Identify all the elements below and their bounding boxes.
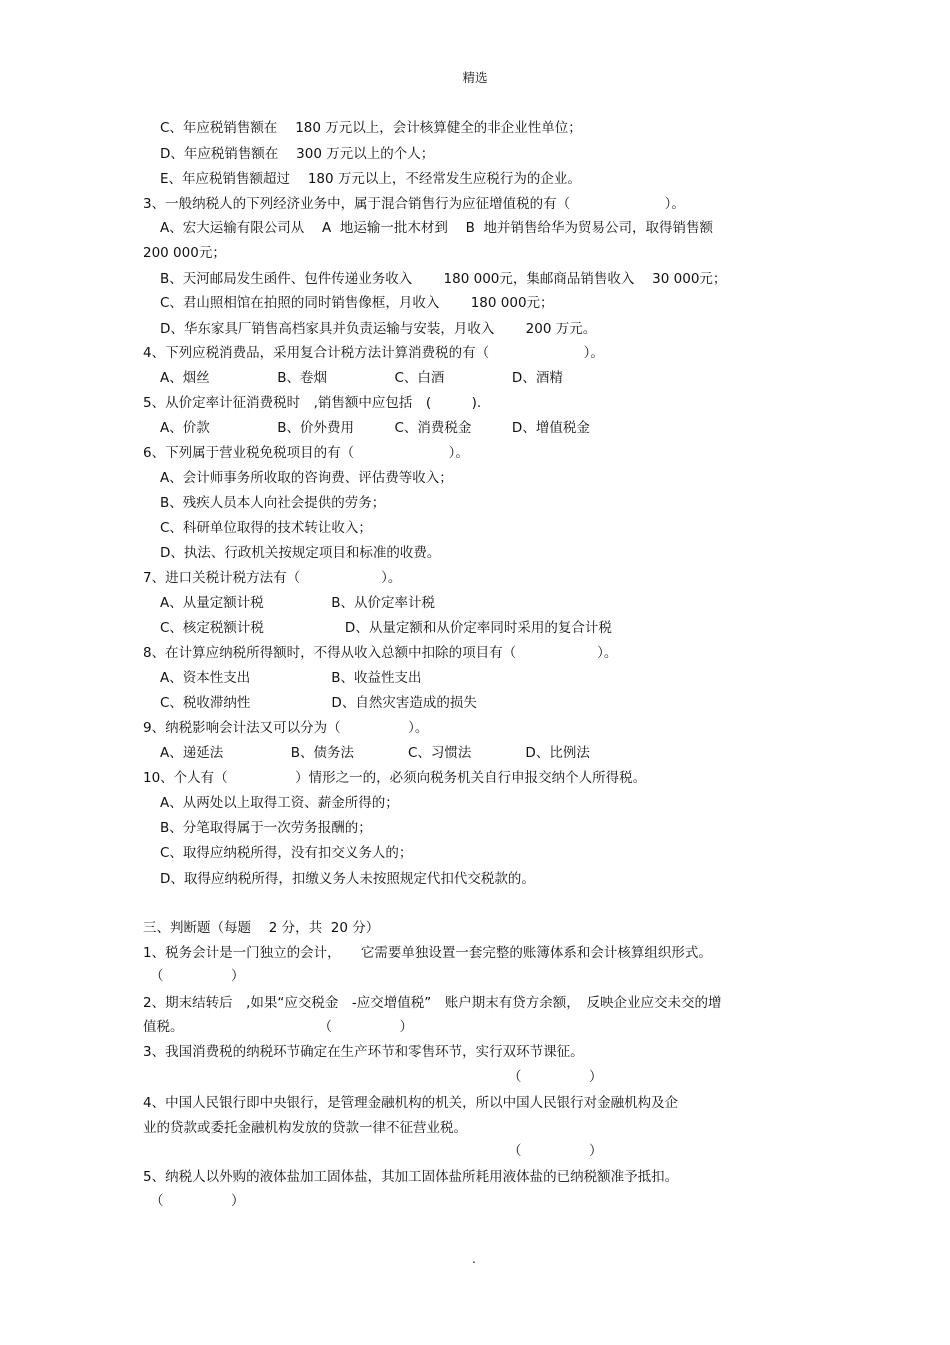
option-line: A、价款 B、价外费用 C、消费税金 D、增值税金 [160,420,590,436]
question-line: 5、从价定率计征消费税时 ,销售额中应包括 ( ). [143,395,482,411]
option-line: D、华东家具厂销售高档家具并负责运输与安装，月收入 200 万元。 [160,321,597,337]
option-line: B、天河邮局发生函件、包件传递业务收入 180 000元，集邮商品销售收入 30 000元； [160,271,727,287]
option-line: C、科研单位取得的技术转让收入； [160,520,372,536]
option-line: 200 000元； [143,245,226,261]
option-line: A、从量定额计税 B、从价定率计税 [160,595,435,611]
answer-blank: （ ） [508,1069,603,1085]
question-line: 值税。 （ ） [143,1019,413,1035]
option-line: B、分笔取得属于一次劳务报酬的； [160,820,372,836]
option-line: A、烟丝 B、卷烟 C、白酒 D、酒精 [160,370,563,386]
question-line: 2、期末结转后 ,如果“应交税金 -应交增值税” 账户期末有贷方余额， 反映企业应交未交的增 [143,995,722,1011]
question-line: 4、中国人民银行即中央银行，是管理金融机构的机关，所以中国人民银行对金融机构及企 [143,1095,679,1111]
question-line: 3、我国消费税的纳税环节确定在生产环节和零售环节，实行双环节课征。 [143,1044,584,1060]
question-line: 8、在计算应纳税所得额时，不得从收入总额中扣除的项目有（ ）。 [143,645,618,661]
option-line: D、取得应纳税所得，扣缴义务人未按照规定代扣代交税款的。 [160,871,535,887]
question-line: 1、税务会计是一门独立的会计， 它需要单独设置一套完整的账簿体系和会计核算组织形式。 [143,945,712,961]
option-line: C、核定税额计税 D、从量定额和从价定率同时采用的复合计税 [160,620,612,636]
option-line: A、从两处以上取得工资、薪金所得的； [160,795,399,811]
question-line: 业的贷款或委托金融机构发放的贷款一律不征营业税。 [143,1120,467,1136]
option-line: A、会计师事务所收取的咨询费、评估费等收入； [160,470,453,486]
option-line: A、资本性支出 B、收益性支出 [160,670,422,686]
option-line: C、年应税销售额在 180 万元以上，会计核算健全的非企业性单位； [160,120,582,136]
option-line: C、税收滞纳性 D、自然灾害造成的损失 [160,695,477,711]
question-line: 6、下列属于营业税免税项目的有（ ）。 [143,445,469,461]
option-line: D、执法、行政机关按规定项目和标准的收费。 [160,545,441,561]
question-line: 10、个人有（ ）情形之一的，必须向税务机关自行申报交纳个人所得税。 [143,770,647,786]
answer-blank: （ ） [150,1193,245,1209]
option-line: C、取得应纳税所得，没有扣交义务人的； [160,845,413,861]
option-line: E、年应税销售额超过 180 万元以上，不经常发生应税行为的企业。 [160,171,581,187]
page-footer-dot: . [472,1252,476,1266]
question-line: 5、纳税人以外购的液体盐加工固体盐，其加工固体盐所耗用液体盐的已纳税额准予抵扣。 [143,1169,679,1185]
option-line: D、年应税销售额在 300 万元以上的个人； [160,146,435,162]
answer-blank: （ ） [508,1143,603,1159]
option-line: B、残疾人员本人向社会提供的劳务； [160,495,386,511]
option-line: A、递延法 B、债务法 C、习惯法 D、比例法 [160,745,590,761]
question-line: 3、一般纳税人的下列经济业务中，属于混合销售行为应征增值税的有（ ）。 [143,196,685,212]
question-line: 7、进口关税计税方法有（ ）。 [143,570,402,586]
option-line: A、宏大运输有限公司从 A 地运输一批木材到 B 地并销售给华为贸易公司，取得销售额 [160,220,713,236]
question-line: 4、下列应税消费品，采用复合计税方法计算消费税的有（ ）。 [143,345,604,361]
section-title: 三、判断题（每题 2 分，共 20 分） [143,920,380,936]
question-line: 9、纳税影响会计法又可以分为（ ）。 [143,720,429,736]
page-header: 精选 [462,70,488,85]
option-line: C、君山照相馆在拍照的同时销售像框，月收入 180 000元； [160,295,554,311]
answer-blank: （ ） [150,968,245,984]
